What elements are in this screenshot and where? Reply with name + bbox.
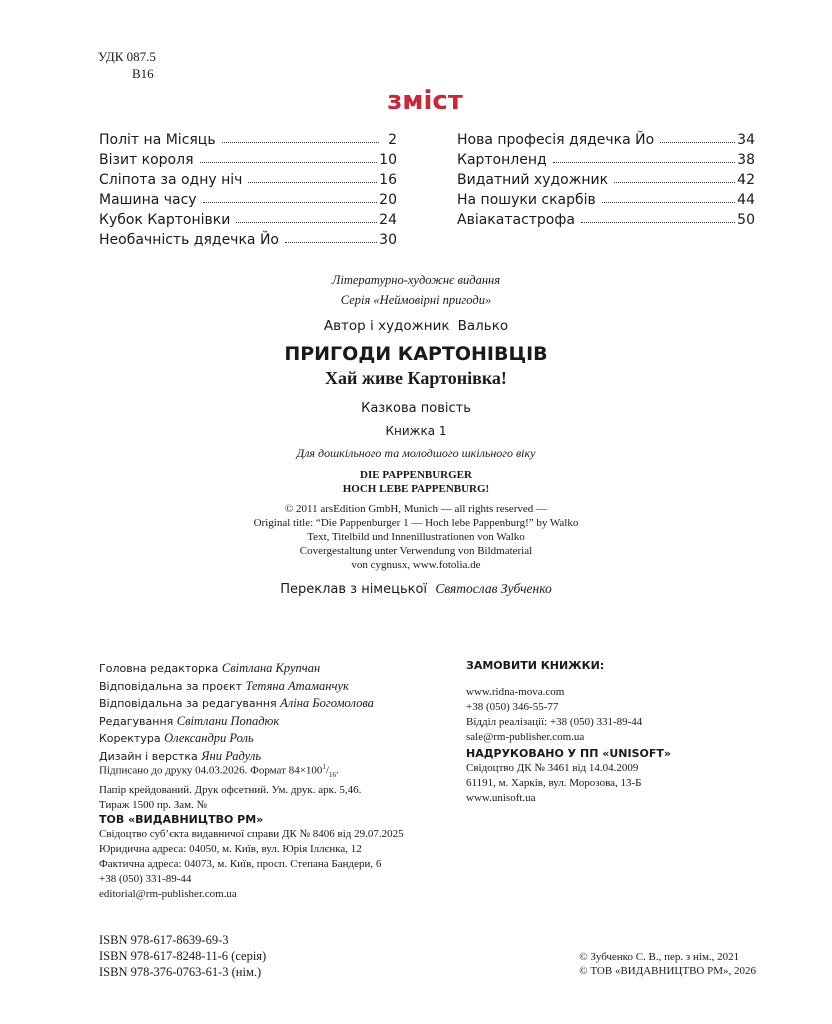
format-fraction-den: 16: [328, 770, 336, 779]
toc-entry: [457, 210, 755, 230]
original-title-line: HOCH LEBE PAPPENBURG!: [342, 483, 490, 495]
credit-role: Коректура: [99, 732, 161, 745]
print-info-line: Папір крейдований. Друк офсетний. Ум. друк. арк. 5,46.: [99, 783, 362, 796]
credit-name: Світлана Крупчан: [221, 661, 321, 675]
publisher-line: Юридична адреса: 04050, м. Київ, вул. Юрія Іллєнка, 12: [99, 843, 362, 855]
rights-line: von cygnusx, www.fotolia.de: [351, 559, 481, 571]
leader-dots: [614, 171, 735, 183]
toc-entry-title: Візит короля: [99, 152, 194, 168]
genre: Казкова повість: [361, 401, 471, 416]
publisher-line: Свідоцтво суб’єкта видавничої справи ДК № 8406 від 29.07.2025: [99, 828, 404, 840]
toc-entry-page: 34: [737, 132, 755, 148]
toc-entry-page: 2: [388, 132, 397, 148]
leader-dots: [200, 151, 378, 163]
original-title: [200, 468, 632, 496]
leader-dots: [285, 231, 377, 243]
toc-entry-page: 20: [379, 192, 397, 208]
leader-dots: [222, 131, 379, 143]
toc-left-column: [99, 130, 397, 250]
toc-entry-title: Політ на Місяць: [99, 132, 216, 148]
toc-entry: [99, 170, 397, 190]
translator-line: [200, 580, 632, 599]
toc-entry-page: 30: [379, 232, 397, 248]
toc-entry-title: Необачність дядечка Йо: [99, 232, 279, 248]
credits-block: [99, 660, 439, 765]
leader-dots: [203, 191, 378, 203]
credit-line: [99, 730, 439, 748]
translator-label: Переклав з німецької: [280, 582, 428, 597]
isbn-block: [99, 932, 266, 980]
toc-entry-page: 38: [737, 152, 755, 168]
toc-entry: [99, 210, 397, 230]
printer-line: 61191, м. Харків, вул. Морозова, 13-Б: [466, 777, 642, 789]
toc-entry: [99, 130, 397, 150]
orders-heading: ЗАМОВИТИ КНИЖКИ:: [466, 659, 605, 672]
credit-line: [99, 713, 439, 731]
udk-code: УДК 087.5: [98, 49, 156, 64]
format-fraction-num: 1: [322, 763, 326, 771]
orders-website: www.ridna-mova.com: [466, 686, 565, 698]
toc-entry-page: 10: [379, 152, 397, 168]
isbn-line: ISBN 978-376-0763-61-3 (нім.): [99, 965, 262, 979]
credit-role: Відповідальна за редагування: [99, 697, 277, 710]
toc-title: зміст: [387, 86, 463, 116]
toc-entry: [99, 230, 397, 250]
volume: Книжка 1: [385, 424, 447, 438]
orders-email: sale@rm-publisher.com.ua: [466, 731, 585, 743]
credit-name: Аліна Богомолова: [280, 696, 374, 710]
book-subtitle: Хай живе Картонівка!: [325, 368, 507, 388]
toc-entry-title: Нова професія дядечка Йо: [457, 132, 655, 148]
toc-entry-title: Авіакатастрофа: [457, 212, 575, 228]
leader-dots: [660, 131, 735, 143]
edition-type: Літературно-художнє видання: [331, 273, 501, 287]
leader-dots: [581, 211, 735, 223]
toc-right-column: [457, 130, 755, 230]
toc-entry: [457, 190, 755, 210]
credit-line: [99, 660, 439, 678]
printer-line: Свідоцтво ДК № 3461 від 14.04.2009: [466, 762, 639, 774]
credit-role: Дизайн і верстка: [99, 749, 198, 763]
rights-line: © 2011 arsEdition GmbH, Munich — all rights reserved —: [284, 503, 548, 515]
author-line: [200, 316, 632, 336]
copyright-block: [579, 950, 756, 978]
publisher-email: editorial@rm-publisher.com.ua: [99, 888, 237, 900]
print-info-line: Тираж 1500 пр. Зам. №: [99, 798, 208, 811]
toc-entry-title: На пошуки скарбів: [457, 192, 596, 208]
toc-entry-page: 42: [737, 172, 755, 188]
publisher-name: ТОВ «ВИДАВНИЦТВО РМ»: [99, 813, 264, 826]
toc-entry: [99, 190, 397, 210]
publisher-line: Фактична адреса: 04073, м. Київ, просп. Степана Бандери, 6: [99, 858, 382, 870]
isbn-line: ISBN 978-617-8248-11-6 (серія): [99, 949, 267, 963]
toc-entry-page: 50: [737, 212, 755, 228]
author-mark: В16: [132, 66, 154, 81]
toc-entry: [457, 130, 755, 150]
toc-entry: [457, 170, 755, 190]
credit-name: Світлани Попадюк: [176, 713, 280, 728]
leader-dots: [553, 151, 735, 163]
signed-to-print: Підписано до друку 04.03.2026. Формат 84×100: [99, 764, 323, 777]
isbn-line: ISBN 978-617-8639-69-3: [99, 933, 229, 947]
printer-website: www.unisoft.ua: [466, 792, 536, 804]
translator-name: Святослав Зубченко: [435, 581, 552, 596]
rights-notice: [200, 502, 632, 572]
orders-block: [466, 658, 766, 745]
leader-dots: [236, 211, 377, 223]
author-name: Валько: [457, 318, 509, 334]
toc-entry-page: 44: [737, 192, 755, 208]
toc-entry-page: 24: [379, 212, 397, 228]
copyright-line: © Зубченко С. В., пер. з нім., 2021: [579, 951, 740, 963]
orders-phone: +38 (050) 346-55-77: [466, 701, 559, 713]
credit-role: Відповідальна за проєкт: [99, 679, 243, 693]
credit-name: Яни Радуль: [201, 748, 262, 763]
age-group: Для дошкільного та молодшого шкільного віку: [296, 446, 536, 460]
credit-role: Головна редакторка: [99, 662, 219, 675]
author-label: Автор і художник: [323, 318, 450, 334]
format-end: .: [335, 764, 339, 777]
publisher-block: [99, 812, 459, 902]
udk-block: [98, 48, 156, 82]
toc-entry-title: Картонленд: [457, 152, 547, 168]
toc-entry: [457, 150, 755, 170]
credit-line: [99, 695, 439, 713]
book-title: ПРИГОДИ КАРТОНІВЦІВ: [284, 343, 548, 365]
toc-entry-title: Кубок Картонівки: [99, 212, 231, 228]
series-name: Серія «Неймовірні пригоди»: [340, 293, 492, 307]
credit-role: Редагування: [99, 714, 174, 728]
copyright-line: © ТОВ «ВИДАВНИЦТВО РМ», 2026: [579, 965, 756, 977]
credit-name: Олександри Роль: [164, 731, 254, 745]
toc-entry-title: Сліпота за одну ніч: [99, 172, 243, 188]
original-title-line: DIE PAPPENBURGER: [360, 469, 472, 481]
rights-line: Covergestaltung unter Verwendung von Bildmaterial: [299, 545, 533, 557]
toc-entry: [99, 150, 397, 170]
print-info-line: Підписано до друку 04.03.2026. Формат $84\times 100^1/_{16}$.: [99, 763, 339, 779]
toc-entry-title: Видатний художник: [457, 172, 609, 188]
printer-heading: НАДРУКОВАНО У ПП «UNISOFT»: [466, 747, 671, 760]
credit-line: [99, 678, 439, 696]
print-info: [99, 760, 439, 813]
toc-entry-page: 16: [379, 172, 397, 188]
rights-line: Text, Titelbild und Innenillustrationen von Walko: [307, 531, 525, 543]
leader-dots: [602, 191, 735, 203]
credit-name: Тетяна Атаманчук: [245, 678, 349, 693]
rights-line: Original title: “Die Pappenburger 1 — Hoch lebe Pappenburg!” by Walko: [253, 517, 579, 529]
title-block: [200, 270, 632, 599]
leader-dots: [248, 171, 377, 183]
toc-entry-title: Машина часу: [99, 192, 197, 208]
printer-block: [466, 746, 766, 806]
orders-sales-phone: Відділ реалізації: +38 (050) 331-89-44: [466, 716, 643, 728]
publisher-phone: +38 (050) 331-89-44: [99, 873, 192, 885]
